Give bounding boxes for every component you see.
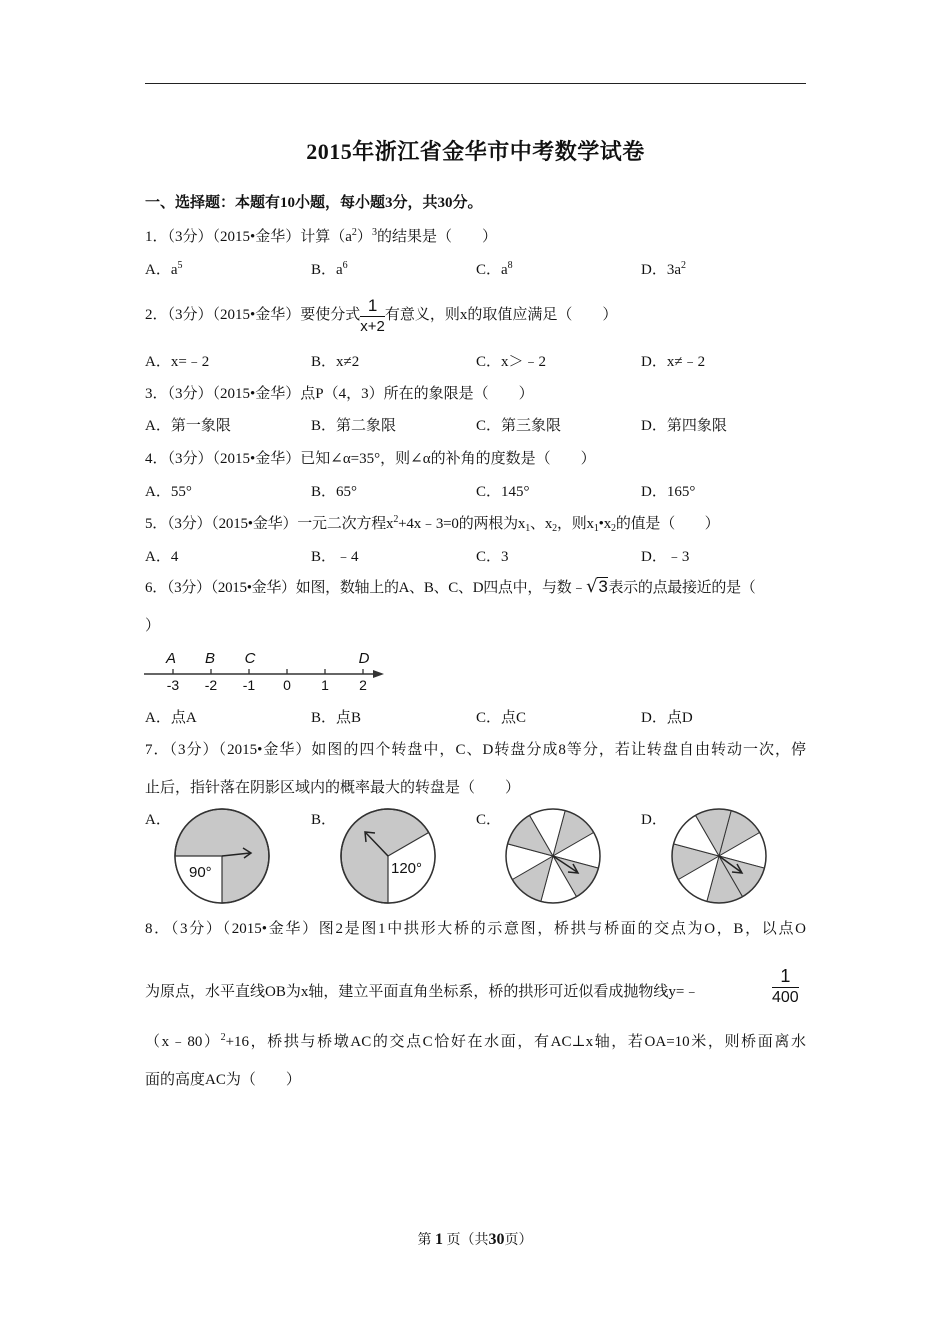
- number-line-tick-label: -2: [204, 677, 218, 693]
- question-4: 4．（3分）（2015•金华）已知∠α=35°，则∠α的补角的度数是（ ）: [145, 451, 596, 467]
- q3-option-b: B．第二象限: [311, 418, 397, 434]
- q3-option-c: C．第三象限: [476, 418, 562, 434]
- q4-option-a: A．55°: [145, 484, 192, 500]
- q2-fraction: $\frac{1}{x+2}$: [360, 296, 385, 335]
- q1-option-c: C．$a^8$: [476, 260, 513, 278]
- q4-option-c: C．145°: [476, 484, 530, 500]
- q5-option-a: A．4: [145, 549, 179, 565]
- question-8-line4: 面的高度AC为（ ）: [145, 1072, 301, 1088]
- question-2: 2．（3分）（2015•金华）要使分式 $\frac{1}{x+2}$ 有意义，则x的取值应满足（ ）: [145, 296, 618, 335]
- question-8-line3: （x﹣80）$^2$+16，桥拱与桥墩AC的交点C恰好在水面，有AC⊥x轴，若OA=10米，则桥面离水: [145, 1032, 806, 1050]
- spinner-a-angle: 90°: [189, 864, 212, 881]
- number-line-tick-label: -1: [242, 677, 256, 693]
- spinner-b-angle: 120°: [391, 860, 423, 877]
- question-8-line1: 8．（3分）（2015•金华）图2是图1中拱形大桥的示意图，桥拱与桥面的交点为O，B，以点O: [145, 921, 806, 937]
- question-6-cont: ）: [145, 618, 161, 634]
- q7-option-d: D．: [641, 812, 667, 828]
- q7-option-c: C．: [476, 812, 502, 828]
- q6-option-a: A．点A: [145, 710, 197, 726]
- q5-option-c: C．3: [476, 549, 509, 565]
- section-heading: 一、选择题：本题有10小题，每小题3分，共30分。: [145, 195, 483, 211]
- q3-option-a: A．第一象限: [145, 418, 231, 434]
- q1-option-b: B．$a^6$: [311, 260, 348, 278]
- sqrt-3: 3: [598, 577, 608, 596]
- number-line-figure: [140, 645, 390, 695]
- q8-fraction: $\frac{1}{400}$: [772, 966, 799, 1006]
- q2-option-d: D．x≠﹣2: [641, 354, 706, 370]
- q2-option-c: C．x＞﹣2: [476, 354, 547, 370]
- number-line-tick-label: 2: [359, 677, 367, 693]
- number-line-tick-label: 1: [321, 677, 329, 693]
- q1-option-a: A．$a^5$: [145, 260, 183, 278]
- page-title: 2015年浙江省金华市中考数学试卷: [306, 139, 645, 164]
- spinner-d: [669, 806, 769, 906]
- number-line-point-label: D: [358, 650, 370, 667]
- page-footer: 第 1 页（共30页）: [417, 1231, 533, 1248]
- question-3: 3．（3分）（2015•金华）点P（4，3）所在的象限是（ ）: [145, 386, 534, 402]
- question-7-line2: 止后，指针落在阴影区域内的概率最大的转盘是（ ）: [145, 780, 521, 796]
- question-8-line2: 为原点，水平直线OB为x轴，建立平面直角坐标系，桥的拱形可近似看成抛物线y=﹣: [145, 984, 700, 1000]
- spinner-c: [503, 806, 603, 906]
- question-6: 6．（3分）（2015•金华）如图，数轴上的A、B、C、D四点中，与数﹣√3表示的点最接近的是（: [145, 576, 756, 597]
- spinner-b: [338, 806, 438, 906]
- number-line-point-label: C: [244, 650, 256, 667]
- q5-option-d: D．﹣3: [641, 549, 690, 565]
- spinner-a: [172, 806, 272, 906]
- q2-option-a: A．x=﹣2: [145, 354, 210, 370]
- q7-option-b: B．: [311, 812, 337, 828]
- question-1: 1．（3分）（2015•金华）计算$(a^2)^3$的结果是（ ）: [145, 227, 497, 245]
- q5-option-b: B．﹣4: [311, 549, 359, 565]
- question-7-line1: 7．（3分）（2015•金华）如图的四个转盘中，C、D转盘分成8等分，若让转盘自由转动一次，停: [145, 742, 806, 758]
- number-line-point-label: A: [165, 650, 177, 667]
- header-rule: [145, 83, 806, 84]
- q7-option-a: A．: [145, 812, 171, 828]
- q4-option-d: D．165°: [641, 484, 696, 500]
- number-line-point-label: B: [204, 650, 216, 667]
- q6-option-d: D．点D: [641, 710, 693, 726]
- number-line-tick-label: 0: [283, 677, 291, 693]
- q3-option-d: D．第四象限: [641, 418, 727, 434]
- q2-option-b: B．x≠2: [311, 354, 360, 370]
- number-line-tick-label: -3: [166, 677, 180, 693]
- q1-option-d: D．$3a^2$: [641, 260, 686, 278]
- q4-option-b: B．65°: [311, 484, 358, 500]
- arrow-right-icon: [373, 670, 384, 678]
- question-5: 5．（3分）（2015•金华）一元二次方程$x^2+4x﹣3=0$的两根为$x_1$、$x_2$，则$x_1•x_2$的值是（ ）: [145, 514, 720, 534]
- q6-option-b: B．点B: [311, 710, 362, 726]
- q6-option-c: C．点C: [476, 710, 527, 726]
